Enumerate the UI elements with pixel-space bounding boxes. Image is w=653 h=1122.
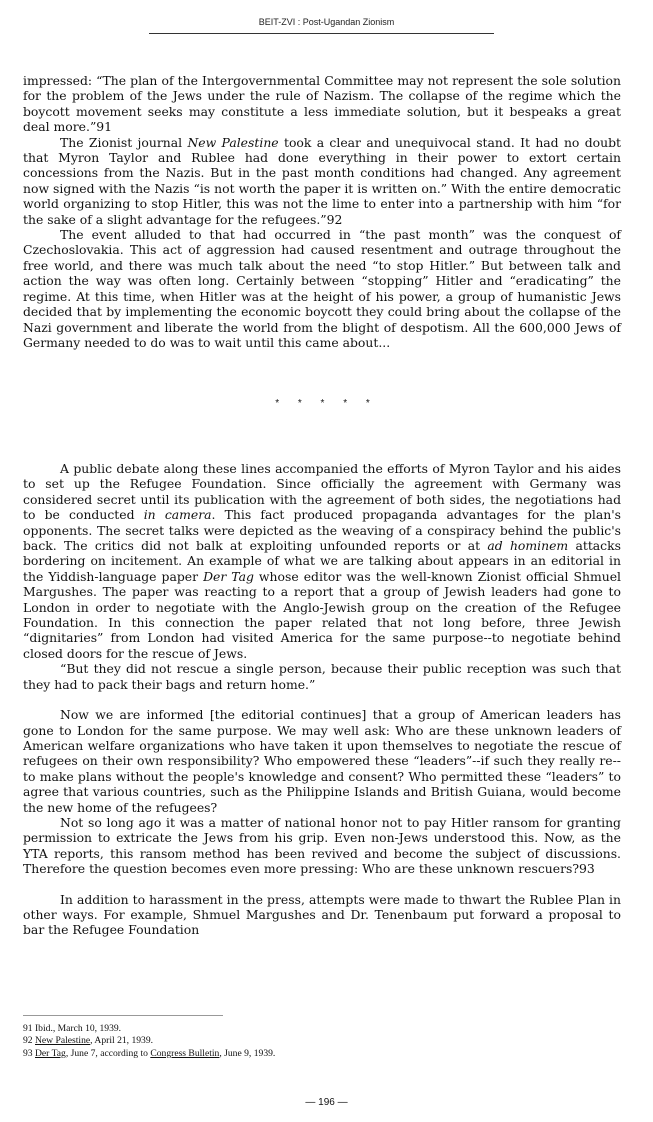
paragraph-continuation: impressed: “The plan of the Intergovernmental Committee may not represent the sole solution for the problem of the Jews under the rule of Nazism. The collapse of the regime which the boycott movement seeks may constitute a less immediate solution, but it bespeaks a great deal more.”91 <box>23 73 621 135</box>
text-block-upper <box>23 73 621 350</box>
paragraph-public-debate <box>23 461 621 661</box>
italic-term: ad hominem <box>487 538 569 554</box>
footnote-source: Der Tag <box>35 1047 66 1059</box>
text-run: took a clear and unequivocal stand. It had no doubt that Myron Taylor and Rublee had done everything in their power to extort certain concessions from the Nazis. But in the past month conditions had changed. Any agreement now signed with the Nazis “is not worth the paper it is written on.” With the entire democratic world organizing to stop Hitler, this was not the lime to enter into a partnership with him “for the sake of a slight advantage for the refugees.”92 <box>23 134 622 227</box>
footnote-source: New Palestine <box>35 1035 91 1047</box>
paragraph-new-palestine <box>23 135 621 227</box>
text-block-lower <box>23 461 621 938</box>
footnote-92 <box>23 1035 623 1047</box>
text-run: The Zionist journal <box>60 134 188 150</box>
running-head: BEIT-ZVI : Post-Ugandan Zionism <box>258 17 395 27</box>
spacer <box>23 877 621 892</box>
section-separator: * * * * * <box>275 398 378 409</box>
footnote-number: 93 <box>23 1047 35 1059</box>
footnote-text: , June 7, according to <box>65 1047 151 1059</box>
footnote-source: Congress Bulletin <box>150 1047 220 1059</box>
footnote-91: 91 Ibid., March 10, 1939. <box>23 1023 122 1034</box>
paragraph-czechoslovakia: The event alluded to that had occurred in “the past month” was the conquest of Czechoslovakia. This act of aggression had caused resentment and outrage throughout the free world, and there was much talk about the need “to stop Hitler.” But between talk and action the way was often long. Certainly between “stopping” Hitler and “eradicating” the regime. At this time, when Hitler was at the height of his power, a group of humanistic Jews decided that by implementing the economic boycott they could bring about the collapse of the Nazi government and liberate the world from the blight of despotism. All the 600,000 Jews of Germany needed to do was to wait until this came about... <box>23 227 621 350</box>
block-quote-editorial: Now we are informed [the editorial continues] that a group of American leaders has gone to London for the same purpose. We may well ask: Who are these unknown leaders of American welfare organizations who have taken it upon themselves to negotiate the rescue of refugees on their own responsibility? Who empowered these “leaders”--if such they really re--to make plans without the people's knowledge and consent? Who permitted these “leaders” to agree that various countries, such as the Philippine Islands and British Guiana, would become the new home of the refugees? <box>23 707 621 815</box>
paragraph-harassment: In addition to harassment in the press, attempts were made to thwart the Rublee Plan in other ways. For example, Shmuel Margushes and Dr. Tenenbaum put forward a proposal to bar the Refugee Foundation <box>23 891 621 938</box>
spacer <box>23 692 621 707</box>
text-run: . This fact produced propaganda advantages for the plan's opponents. The secret talks were depicted as the weaving of a conspiracy behind the public's back. The critics did not balk at exploiting unfounded reports or at <box>23 507 621 554</box>
footnote-number: 92 <box>23 1035 35 1047</box>
page-number: — 196 — <box>305 1097 348 1108</box>
footnotes <box>23 1023 623 1060</box>
footnote-text: , June 9, 1939. <box>219 1047 276 1059</box>
text-run: A public debate along these lines accompanied the efforts of Myron Taylor and his aides to set up the Refugee Foundation. Since officially the agreement with Germany was considered secret until its publication with the agreement of both sides, the negotiations had to be conducted <box>23 461 621 523</box>
journal-title: New Palestine <box>187 134 279 150</box>
italic-term: in camera <box>143 507 212 523</box>
footnote-text: , April 21, 1939. <box>90 1035 154 1047</box>
footnote-93 <box>23 1048 623 1060</box>
header-rule <box>149 33 494 34</box>
paragraph-quote-rescue: “But they did not rescue a single person, because their public reception was such that they had to pack their bags and return home.” <box>23 661 621 692</box>
newspaper-title: Der Tag <box>203 568 254 584</box>
footnote-rule <box>23 1015 223 1016</box>
text-run: attacks bordering on incitement. An example of what we are talking about appears in an editorial in the Yiddish-language paper <box>23 538 621 584</box>
text-run: whose editor was the well-known Zionist official Shmuel Margushes. The paper was reacting to a report that a group of Jewish leaders had gone to London in order to negotiate with the Anglo-Jewish group on the creation of the Refugee Foundation. In this connection the paper related that not long before, three Jewish “dignitaries” from London had visited America for the same purpose--to negotiate behind closed doors for the rescue of Jews. <box>23 568 621 661</box>
block-quote-ransom: Not so long ago it was a matter of national honor not to pay Hitler ransom for granting permission to extricate the Jews from his grip. Even non-Jews understood this. Now, as the YTA reports, this ransom method has been revived and become the subject of discussions. Therefore the question becomes even more pressing: Who are these unknown rescuers?93 <box>23 814 621 877</box>
